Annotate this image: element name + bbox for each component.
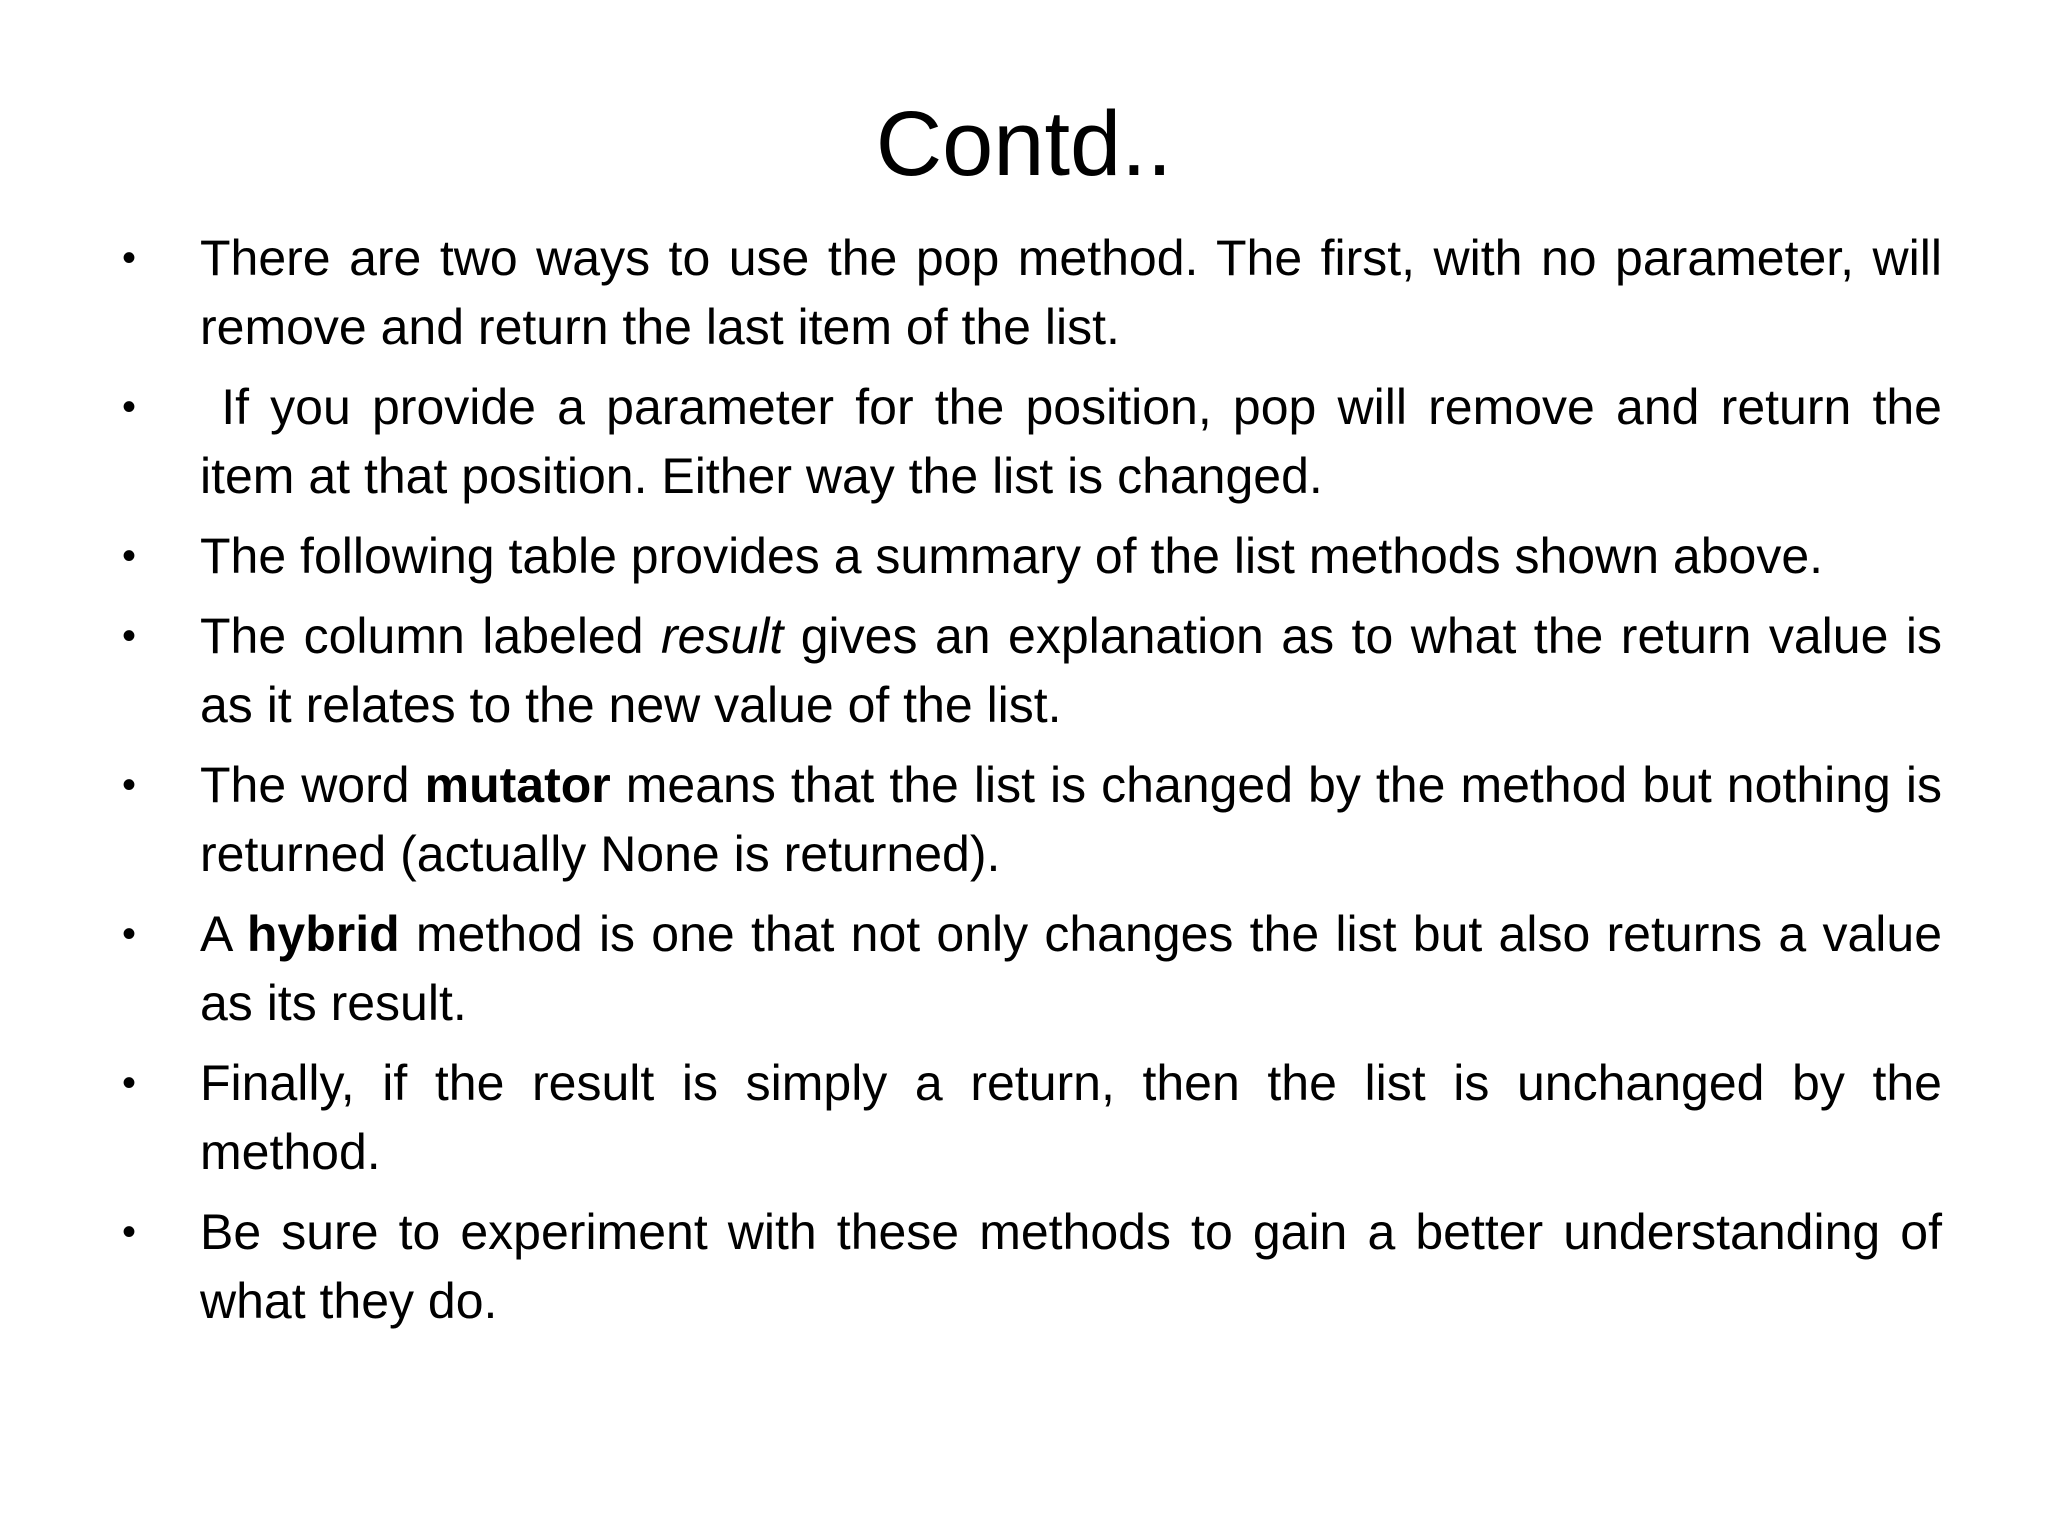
emphasis-term-result: result [661, 608, 784, 664]
bullet-icon: • [122, 912, 137, 956]
bullet-text-part: gives an explanation as to what the return value is as it relates to the new value of the list. [200, 608, 1942, 733]
bullet-item [122, 1198, 1942, 1336]
bullet-text [200, 906, 1942, 1031]
bullet-item [122, 602, 1942, 740]
bullet-icon: • [122, 236, 137, 280]
bullet-text-part: The column labeled [200, 608, 662, 664]
bullet-text-part: The word [200, 757, 425, 813]
bullet-text-part: A [200, 906, 247, 962]
bullet-text [200, 608, 1942, 733]
bullet-list [122, 224, 1956, 1347]
bullet-icon: • [122, 1061, 137, 1105]
slide-title: Contd.. [875, 93, 1173, 195]
bullet-item [122, 900, 1942, 1038]
bullet-text [200, 757, 1942, 882]
bullet-text-part: method is one that not only changes the list but also returns a value as its result. [200, 906, 1942, 1031]
bold-term-mutator: mutator [424, 757, 611, 813]
bullet-text: There are two ways to use the pop method. The first, with no parameter, will remove and return the last item of the list. [200, 230, 1942, 355]
bullet-text: The following table provides a summary of the list methods shown above. [200, 528, 1824, 584]
bullet-item [122, 373, 1956, 511]
bullet-text-part: means that the list is changed by the method but nothing is returned (actually None is returned). [200, 757, 1942, 882]
bold-term-hybrid: hybrid [246, 906, 400, 962]
bullet-text: If you provide a parameter for the position, pop will remove and return the item at that position. Either way the list is changed. [200, 379, 1956, 504]
bullet-icon: • [122, 385, 137, 429]
bullet-item [122, 751, 1942, 889]
bullet-icon: • [122, 614, 137, 658]
bullet-item [122, 224, 1942, 362]
bullet-text: Finally, if the result is simply a return, then the list is unchanged by the method. [200, 1055, 1942, 1180]
bullet-icon: • [122, 763, 137, 807]
bullet-item [122, 522, 1942, 591]
bullet-icon: • [122, 534, 137, 578]
bullet-item [122, 1049, 1942, 1187]
bullet-icon: • [122, 1210, 137, 1254]
bullet-text: Be sure to experiment with these methods to gain a better understanding of what they do. [200, 1204, 1942, 1329]
